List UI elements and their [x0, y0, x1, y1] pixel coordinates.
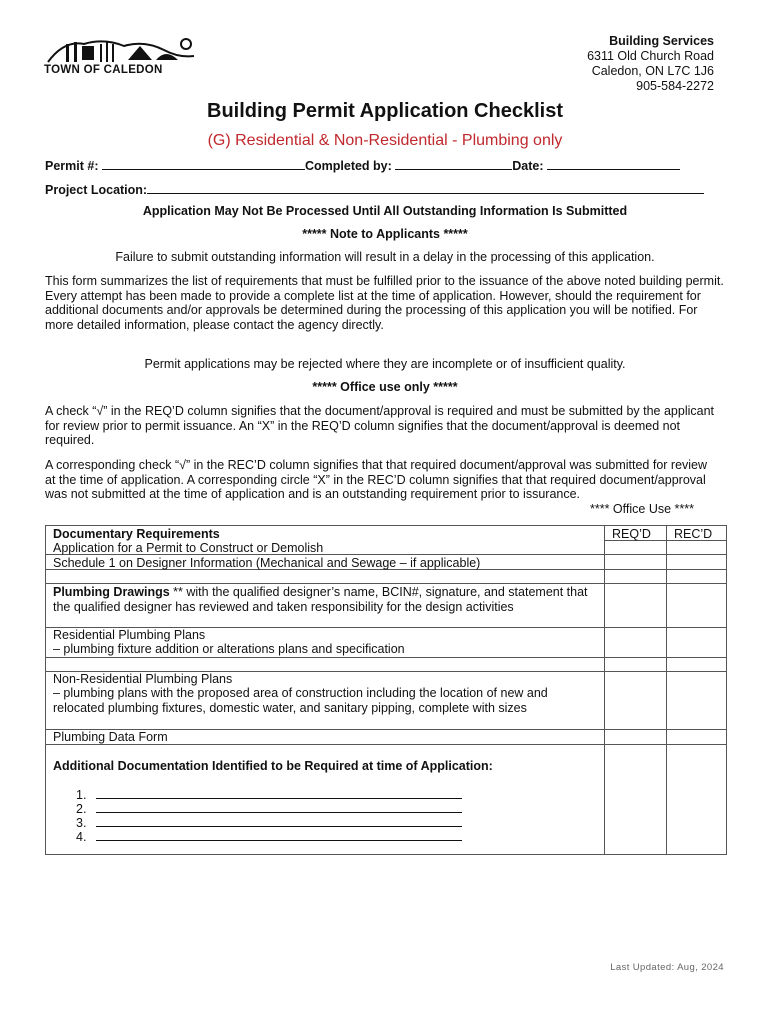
req-plumbing-drawings — [53, 585, 601, 614]
permit-info-row — [45, 157, 680, 173]
plumbing-drawings-detail: ** with the qualified designer’s name, BCIN#, signature, and statement that the qualified designer has reviewed and taken responsibility for the design activities — [53, 585, 588, 614]
project-location-row — [45, 181, 704, 197]
page-title: Building Permit Application Checklist — [207, 100, 563, 122]
project-location-field[interactable] — [147, 181, 704, 194]
additional-doc-line[interactable] — [76, 816, 462, 830]
date-label: Date: — [512, 159, 544, 173]
department-name: Building Services — [609, 34, 714, 48]
page-subtitle: (G) Residential & Non-Residential - Plumbing only — [207, 132, 563, 149]
req-nonresidential-plans-detail: – plumbing plans with the proposed area of construction including the location of new and relocated plumbing fixtures, domestic water, and sanitary pipping, complete with sizes — [53, 686, 548, 715]
completed-by-label: Completed by: — [304, 159, 392, 173]
table-divider — [46, 583, 726, 584]
project-location-label: Project Location: — [45, 183, 148, 197]
completed-by-field[interactable] — [395, 157, 512, 170]
rejection-notice: Permit applications may be rejected where they are incomplete or of insufficient quality. — [144, 357, 626, 371]
additional-doc-number: 4. — [76, 830, 87, 844]
table-divider — [46, 657, 726, 658]
req-residential-plans-detail: – plumbing fixture addition or alterations plans and specification — [53, 642, 405, 656]
col-header-requirements: Documentary Requirements — [53, 527, 220, 541]
col-header-recd: REC’D — [674, 527, 713, 541]
phone-number: 905-584-2272 — [636, 79, 714, 93]
address-line2: Caledon, ON L7C 1J6 — [591, 64, 714, 78]
additional-doc-line[interactable] — [76, 788, 462, 802]
additional-doc-line[interactable] — [76, 830, 462, 844]
req-schedule-1: Schedule 1 on Designer Information (Mechanical and Sewage – if applicable) — [53, 556, 481, 570]
note-to-applicants-heading: ***** Note to Applicants ***** — [302, 227, 468, 241]
plumbing-drawings-title: Plumbing Drawings — [53, 585, 170, 599]
office-use-heading: ***** Office use only ***** — [312, 380, 458, 394]
recd-explanation: A corresponding check “√” in the REC’D column signifies that that required document/approval was submitted for review at the time of application. A corresponding circle “X” in the REC’D column signifies that that required document/approval was not submitted at the time of application and is an outstanding requirement prior to issurance. — [45, 458, 708, 501]
additional-doc-number: 1. — [76, 788, 87, 802]
reqd-explanation: A check “√” in the REQ’D column signifies that the document/approval is required and must be submitted by the applicant for review prior to permit issuance. An “X” in the REQ’D column signifies that the document/approval is deemed not required. — [45, 404, 715, 447]
requirements-table — [45, 525, 727, 855]
additional-doc-line[interactable] — [76, 802, 462, 816]
permit-number-field[interactable] — [102, 157, 305, 170]
address-line1: 6311 Old Church Road — [587, 49, 714, 63]
last-updated: Last Updated: Aug, 2024 — [610, 962, 724, 973]
req-application-permit: Application for a Permit to Construct or Demolish — [53, 541, 324, 555]
additional-doc-number: 3. — [76, 816, 87, 830]
date-field[interactable] — [547, 157, 680, 170]
additional-doc-number: 2. — [76, 802, 87, 816]
not-processed-notice: Application May Not Be Processed Until All Outstanding Information Is Submitted — [142, 204, 628, 218]
permit-label: Permit #: — [45, 159, 99, 173]
col-header-reqd: REQ’D — [612, 527, 651, 541]
address-block — [587, 34, 714, 94]
logo-text: TOWN OF CALEDON — [44, 64, 163, 76]
summary-paragraph: This form summarizes the list of requirements that must be fulfilled prior to the issuance of the above noted building permit. Every attempt has been made to provide a complete list at the time of application. However, should the requirement for additional documents and/or approvals be determined during the processing of this application you will be notified. For more detailed information, please contact the agency directly. — [45, 274, 724, 332]
table-divider — [666, 526, 667, 854]
req-nonresidential-plans-title: Non-Residential Plumbing Plans — [53, 672, 233, 686]
req-plumbing-data-form: Plumbing Data Form — [53, 730, 168, 744]
failure-notice: Failure to submit outstanding information will result in a delay in the processing of this application. — [115, 250, 655, 264]
req-residential-plans-title: Residential Plumbing Plans — [53, 628, 206, 642]
office-use-tag: **** Office Use **** — [590, 502, 694, 516]
table-divider — [604, 526, 605, 854]
additional-docs-heading: Additional Documentation Identified to be Required at time of Application: — [53, 759, 493, 773]
